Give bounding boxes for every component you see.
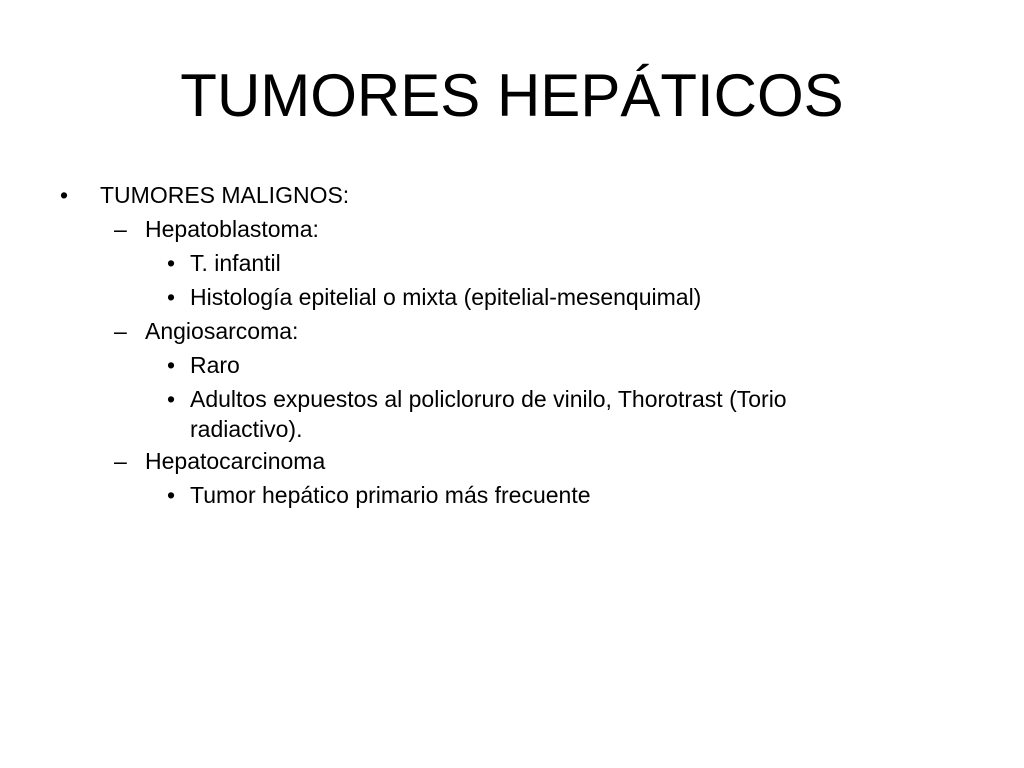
subitem-hepatoblastoma [0, 214, 1024, 248]
subitem-angiosarcoma [0, 316, 1024, 350]
bullet-text: TUMORES MALIGNOS: [100, 182, 350, 208]
subitem-text: Hepatocarcinoma [145, 448, 326, 474]
dash-marker: – [114, 216, 127, 242]
dash-marker: – [114, 448, 127, 474]
detail-text: Tumor hepático primario más frecuente [190, 482, 591, 508]
detail-item [0, 282, 1024, 316]
bullet-tumores-malignos [0, 180, 1024, 214]
detail-item [0, 480, 1024, 514]
detail-text: Adultos expuestos al policloruro de vinilo, Thorotrast (Torio radiactivo). [190, 386, 787, 442]
detail-text: T. infantil [190, 250, 281, 276]
bullet-marker: • [167, 250, 176, 276]
slide-content [0, 180, 1024, 514]
bullet-marker: • [167, 352, 176, 378]
detail-text: Histología epitelial o mixta (epitelial-mesenquimal) [190, 284, 702, 310]
detail-text: Raro [190, 352, 240, 378]
bullet-marker: • [167, 284, 176, 310]
bullet-marker: • [60, 182, 69, 208]
subitem-text: Angiosarcoma: [145, 318, 299, 344]
dash-marker: – [114, 318, 127, 344]
subitem-text: Hepatoblastoma: [145, 216, 319, 242]
detail-item [0, 350, 1024, 384]
detail-item [0, 384, 1024, 446]
bullet-marker: • [167, 482, 176, 508]
slide-title: TUMORES HEPÁTICOS [180, 62, 844, 129]
subitem-hepatocarcinoma [0, 446, 1024, 480]
detail-item [0, 248, 1024, 282]
bullet-marker: • [167, 386, 176, 412]
